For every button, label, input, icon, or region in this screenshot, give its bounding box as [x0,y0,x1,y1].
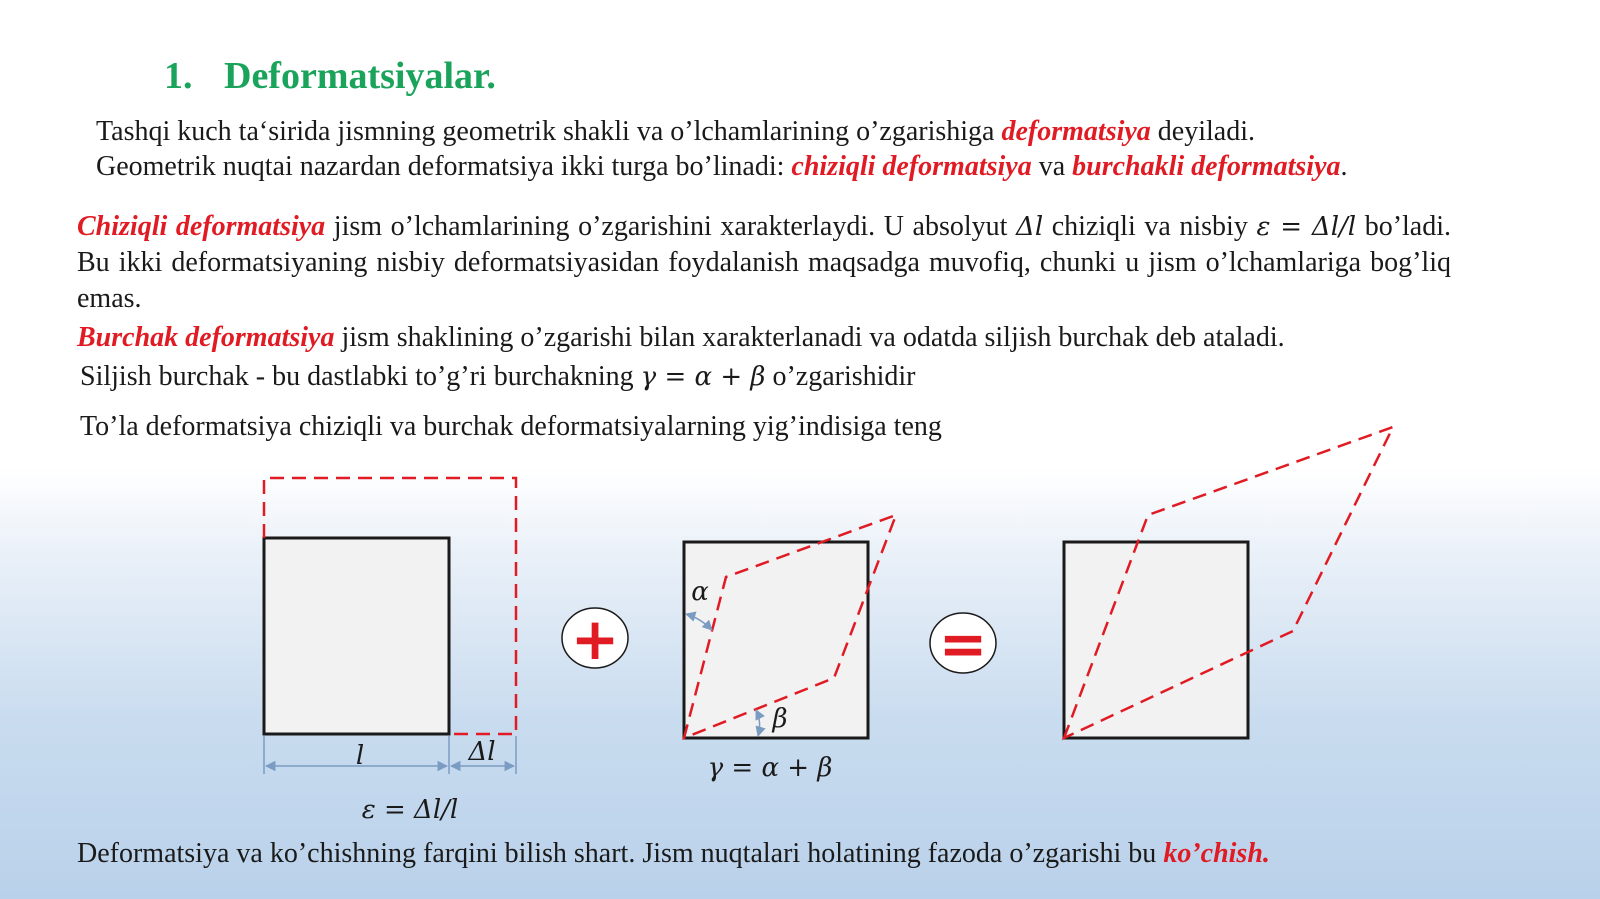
bottom-line [77,838,1270,870]
linear-text-a: jism o’lchamlarining o’zgarishini xarakterlaydi. U absolyut [325,211,1017,242]
bottom-text: Deformatsiya va ko’chishning farqini bilish shart. Jism nuqtalari holatining fazoda o’zgarishi bu [77,838,1164,869]
total-line: To’la deformatsiya chiziqli va burchak deformatsiyalarning yig’indisiga teng [80,411,942,442]
equals-glyph: = [938,610,988,678]
total-deformation-figure [1064,427,1393,738]
linear-text-b: chiziqli va nisbiy [1043,211,1257,242]
title-number: 1. [164,55,193,97]
strain-formula: ε = Δl/l [1256,212,1357,242]
term-angular: burchakli deformatsiya [1072,151,1341,182]
label-alpha: α [691,577,709,607]
label-beta: β [772,704,788,734]
equals-sign-icon [930,610,996,678]
term-linear: chiziqli deformatsiya [791,151,1032,182]
shear-text: Siljish burchak - bu dastlabki to’g’ri burchakning [80,361,641,392]
original-square-1 [264,538,449,734]
term-burchak: Burchak deformatsiya [77,322,335,353]
intro-text-2: Geometrik nuqtai nazardan deformatsiya ikki turga bo’linadi: [96,151,792,182]
label-dl: Δl [468,737,496,767]
abs-symbol: Δl [1016,212,1044,242]
original-square-3 [1064,542,1248,738]
intro-text-va: va [1031,151,1073,182]
shear-formula: γ = α + β [640,362,766,392]
plus-glyph: + [570,605,620,673]
term-deformatsiya: deformatsiya [1001,116,1151,147]
shear-text-end: o’zgarishidir [765,361,916,392]
linear-text-c: bo’ladi. Bu ikki deformatsiyaning nisbiy deformatsiyasidan foydalanish maqsadga muvofiq, chunki u jism o’lchamlariga bog’liq emas. [77,211,1452,314]
term-kochish: ko’chish. [1163,838,1270,869]
label-gamma: γ = α + β [707,753,833,783]
label-strain: ε = Δl/l [361,795,459,825]
intro-text-end: deyiladi. [1150,116,1255,147]
title-text: Deformatsiyalar. [224,55,496,97]
term-chiziqli: Chiziqli deformatsiya [77,211,326,242]
plus-sign-icon [562,605,628,673]
linear-deformation-figure [264,478,516,825]
intro-text-period: . [1340,151,1348,182]
intro-text: Tashqi kuch ta‘sirida jismning geometrik shakli va o’lchamlarining o’zgarishiga [96,116,1002,147]
label-l: l [355,741,365,771]
angular-deformation-figure [684,515,896,783]
angular-text: jism shaklining o’zgarishi bilan xarakterlanadi va odatda siljish burchak deb ataladi. [334,322,1285,353]
